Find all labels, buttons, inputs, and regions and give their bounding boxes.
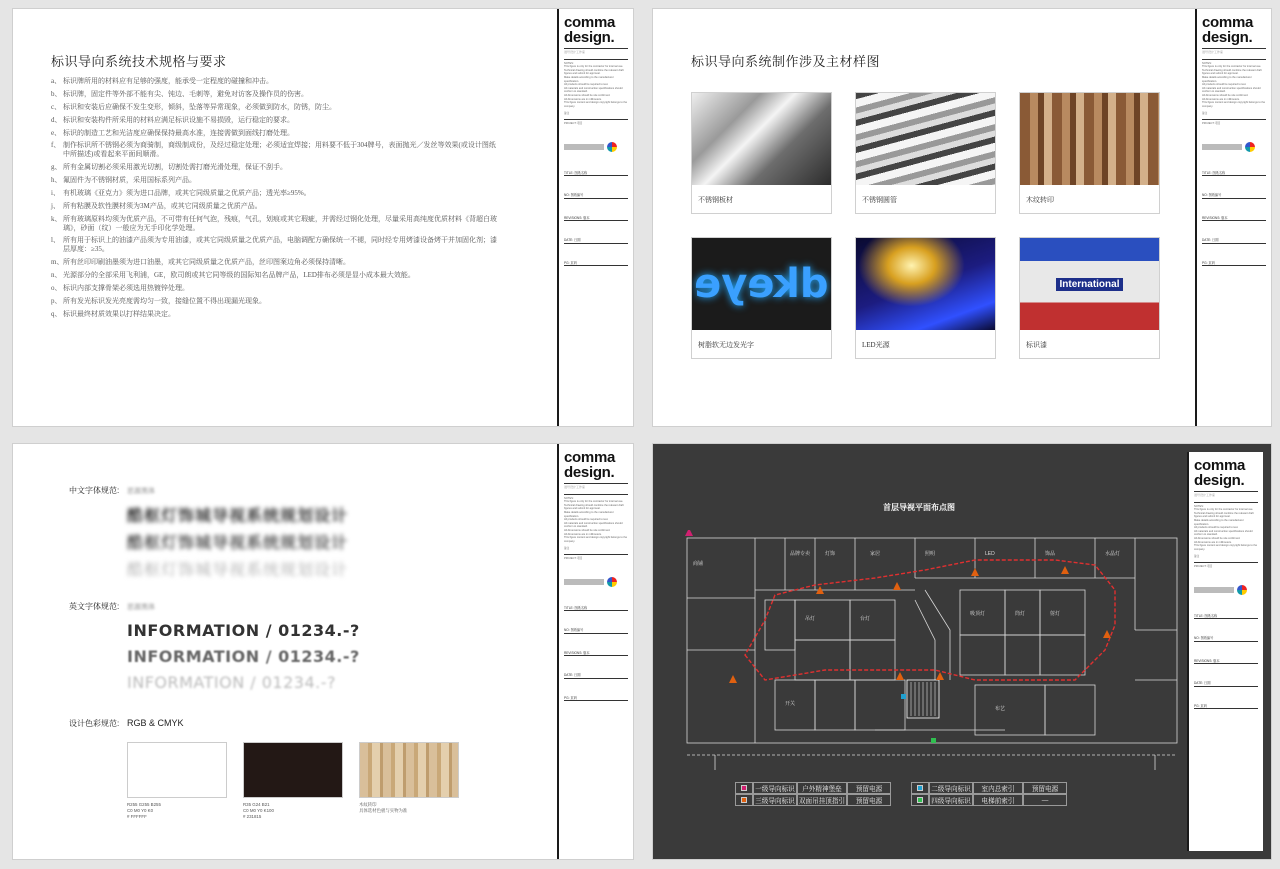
brand-logo: comma design. bbox=[564, 449, 616, 481]
notes-block: NOTES: This figure is only for the contractor for internal use. Technical drawing should combine the relevant draft figures and submit for approval. Make details according to the manufacturer specification. All products should be required to test. All materials and construction specifications should conform to standard. All dimensions should be site confirmed. All dimensions are in millimeters. This figure content and design copyright belongs to the company. 备注 bbox=[564, 59, 628, 116]
svg-text:开关: 开关 bbox=[785, 701, 796, 707]
brand-logo: comma design. bbox=[564, 14, 616, 46]
svg-text:布艺: 布艺 bbox=[995, 706, 1006, 712]
swatch-label: R35 G24 B21 C0 M0 Y0 K100 # 231815 bbox=[243, 802, 274, 819]
brand-subtitle: 逗号设计工作室 bbox=[564, 48, 628, 55]
svg-text:射灯: 射灯 bbox=[1050, 611, 1061, 617]
legend-marker-icon bbox=[917, 797, 923, 803]
list-item: c、 标识和安装后应确保不发生变形，倾斜，坠落等异常现象，必须做到防水，防锈，防尘。 bbox=[51, 102, 336, 111]
list-item: q、 标识最终材质效果以打样结果决定。 bbox=[51, 309, 175, 318]
typography-page bbox=[12, 443, 634, 860]
cn-sample-light: 酷枢灯饰城导视系统规划设计 bbox=[127, 562, 349, 579]
cn-font-name: 思源黑体 bbox=[127, 488, 155, 495]
spec-list bbox=[51, 77, 499, 323]
svg-text:吸顶灯: 吸顶灯 bbox=[970, 611, 986, 617]
svg-text:筒灯: 筒灯 bbox=[1015, 611, 1026, 617]
notes-block: NOTES: This figure is only for the contractor for internal use. Technical drawing should combine the relevant draft figures and submit for approval. Make details according to the manufacturer specification. All products should be required to test. All materials and construction specifications should conform to standard. All dimensions should be site confirmed. All dimensions are in millimeters. This figure content and design copyright belongs to the company. 备注 bbox=[1202, 59, 1266, 116]
client-logo bbox=[564, 140, 628, 154]
materials-page bbox=[652, 8, 1272, 427]
en-sample-bold: INFORMATION / 01234.-? bbox=[127, 621, 360, 640]
list-item: o、 标识内部支撑骨架必须选用热镀锌处理。 bbox=[51, 283, 189, 292]
color-swatch-white bbox=[127, 742, 227, 798]
svg-text:LED: LED bbox=[985, 551, 995, 557]
svg-text:家居: 家居 bbox=[870, 551, 881, 557]
notes-block: NOTES: This figure is only for the contractor for internal use. Technical drawing should combine the relevant draft figures and submit for approval. Make details according to the manufacturer specification. All products should be required to test. All materials and construction specifications should conform to standard. All dimensions should be site confirmed. All dimensions are in millimeters. This figure content and design copyright belongs to the company. 备注 bbox=[564, 494, 628, 551]
list-item: h、 氟固件为不锈钢材质，采用国标系列产品。 bbox=[51, 176, 196, 185]
cn-font-label: 中文字体规范: bbox=[69, 486, 120, 495]
legend-marker-icon bbox=[741, 785, 747, 791]
list-item: a、 标识牌所用的材料应有足够的强度，能承受一定程度的碰撞和冲击。 bbox=[51, 77, 273, 85]
material-card: LED光源 bbox=[855, 237, 996, 359]
list-item: k、 所有玻璃原料均须为优质产品，不可带有任何气泡，残痕，气孔，划痕或其它瑕疵，并需经过钢化处理，尽量采用高纯度优质材料《背超白玻璃》，砂面（纹）一般应为无手印化学处理。 bbox=[51, 214, 497, 232]
title-block: comma design. 逗号设计工作室 NOTES: This figure is only for the contractor for internal use. Technical drawing should combine the relevant draft figures and submit for approval. Make details according to the manufacturer specification. All products should be required to test. All materials and construction specifications should conform to standard. All dimensions should be site confirmed. All dimensions are in millimeters. This figure content and design copyright belongs to the company. 备注 PROJECT: 项目 TITLE: 图纸名称 NO: 图纸编号 REVISIONS: 版本 DATE: 日期 PG: 页码 bbox=[557, 9, 633, 426]
floor-plan bbox=[675, 530, 1195, 780]
color-swatch-dark bbox=[243, 742, 343, 798]
plan-labels bbox=[693, 550, 1120, 712]
list-item: f、 制作标识所不锈钢必须为商骑制，商级制成份，及经过稳定处理；必须适宜焊接；用料要不低于304牌号，表面抛光／发丝等效果(或设计图纸中所描述)或看起来平面间顺滑。 bbox=[51, 141, 496, 159]
list-item: j、 所有粘膜及软性膜材须为3M产品，或其它同级质量之优质产品。 bbox=[51, 201, 262, 210]
title-block: comma design. 逗号设计工作室 NOTES: This figure is only for the contractor for internal use. Technical drawing should combine the relevant draft figures and submit for approval. Make details according to the manufacturer specification. All products should be required to test. All materials and construction specifications should conform to standard. All dimensions should be site confirmed. All dimensions are in millimeters. This figure content and design copyright belongs to the company. 备注 PROJECT: 项目 TITLE: 图纸名称 NO: 图纸编号 REVISIONS: 版本 DATE: 日期 PG: 页码 bbox=[1195, 9, 1271, 426]
title-block: comma design. 逗号设计工作室 NOTES: This figure is only for the contractor for internal use. Technical drawing should combine the relevant draft figures and submit for approval. Make details according to the manufacturer specification. All products should be required to test. All materials and construction specifications should conform to standard. All dimensions should be site confirmed. All dimensions are in millimeters. This figure content and design copyright belongs to the company. 备注 PROJECT: 项目 TITLE: 图纸名称 NO: 图纸编号 REVISIONS: 版本 DATE: 日期 PG: 页码 bbox=[557, 444, 633, 859]
svg-text:水晶灯: 水晶灯 bbox=[1105, 551, 1121, 557]
legend-marker-icon bbox=[741, 797, 747, 803]
material-card: 不锈钢圆管 bbox=[855, 92, 996, 214]
list-item: n、 光源部分的全部采用飞利浦，GE，欧司朗或其它同等级的国际知名品牌产品，LED排布必须是显小成本最大效能。 bbox=[51, 270, 415, 279]
notes-block: NOTES: This figure is only for the contractor for internal use. Technical drawing should combine the relevant draft figures and submit for approval. Make details according to the manufacturer specification. All products should be required to test. All materials and construction specifications should conform to standard. All dimensions should be site confirmed. All dimensions are in millimeters. This figure content and design copyright belongs to the company. 备注 bbox=[1194, 502, 1258, 559]
svg-text:饰品: 饰品 bbox=[1045, 551, 1056, 557]
material-card: International 标识漆 bbox=[1019, 237, 1160, 359]
list-item: m、 所有丝印印刷油墨须为进口油墨，或其它同级质量之优质产品，丝印图案边角必须保持清晰。 bbox=[51, 258, 350, 267]
en-font-label: 英文字体规范: bbox=[69, 602, 120, 611]
signage-markers bbox=[685, 530, 1111, 743]
stainless-sheet-photo bbox=[692, 93, 831, 185]
paint-can-photo: International bbox=[1020, 238, 1159, 330]
svg-text:商铺: 商铺 bbox=[693, 561, 704, 567]
list-item: g、 所有金属切割必须采用激光切割，切割处需打磨光滑处理，保证不刮手。 bbox=[51, 163, 287, 172]
plan-legend bbox=[735, 782, 1115, 806]
spec-page bbox=[12, 8, 634, 427]
material-card: 木纹转印 bbox=[1019, 92, 1160, 214]
color-swatch-wood bbox=[359, 742, 459, 798]
client-logo bbox=[1202, 140, 1266, 154]
swatch-label: 木纹转印 具体选材色板与实物为准 bbox=[359, 802, 408, 813]
svg-text:灯饰: 灯饰 bbox=[825, 551, 836, 557]
material-card: 不锈钢板材 bbox=[691, 92, 832, 214]
svg-text:照明: 照明 bbox=[925, 551, 936, 557]
led-letters-photo: dkeye bbox=[692, 238, 831, 330]
title-block: comma design. 逗号设计工作室 NOTES: This figure is only for the contractor for internal use. Technical drawing should combine the relevant draft figures and submit for approval. Make details according to the manufacturer specification. All products should be required to test. All materials and construction specifications should conform to standard. All dimensions should be site confirmed. All dimensions are in millimeters. This figure content and design copyright belongs to the company. 备注 PROJECT: 项目 TITLE: 图纸名称 NO: 图纸编号 REVISIONS: 版本 DATE: 日期 PG: 页码 bbox=[1187, 452, 1263, 851]
cn-sample-bold: 酷枢灯饰城导视系统规划设计 bbox=[127, 508, 349, 525]
client-logo bbox=[1194, 583, 1258, 597]
floorplan-page bbox=[652, 443, 1272, 860]
en-font-name: 思源黑体 bbox=[127, 604, 155, 611]
legend-marker-icon bbox=[917, 785, 923, 791]
en-sample-regular: INFORMATION / 01234.-? bbox=[127, 647, 360, 666]
svg-text:吊灯: 吊灯 bbox=[805, 616, 816, 622]
cn-sample-regular: 酷枢灯饰城导视系统规划设计 bbox=[127, 535, 349, 552]
brand-logo: comma design. bbox=[1202, 14, 1254, 46]
page-title: 标识导向系统技术规格与要求 bbox=[51, 54, 227, 69]
legend-row: 三级导向标识 双面吊挂顶指引 预留电源 四级导向标识 电梯前索引 — bbox=[735, 794, 1115, 806]
led-strip-photo bbox=[856, 238, 995, 330]
list-item: d、 标识和安装构件所采用的材料应满足标识设施不易损毁，运行稳定的要求。 bbox=[51, 115, 294, 124]
svg-text:台灯: 台灯 bbox=[860, 616, 871, 622]
svg-text:品牌专卖: 品牌专卖 bbox=[790, 551, 811, 557]
client-logo bbox=[564, 575, 628, 589]
list-item: i、 有机玻璃《亚克力》须为进口品牌，或其它同级质量之优质产品；透光率≥95%。 bbox=[51, 188, 311, 197]
swatch-label: R255 G255 B255 C0 M0 Y0 K0 # FFFFFF bbox=[127, 802, 161, 819]
plan-title: 首层导视平面布点图 bbox=[883, 503, 955, 512]
color-value: RGB & CMYK bbox=[127, 718, 184, 728]
stainless-tube-photo bbox=[856, 93, 995, 185]
color-label: 设计色彩规范: bbox=[69, 719, 120, 728]
list-item: b、 标识牌，固定件等外部不能有尖、钝边、毛刺等，避免对访客及操作员的伤害。 bbox=[51, 89, 308, 98]
list-item: e、 标识的制造工艺和光洁度应确保保持最高水准，连接需做到面线打磨处理。 bbox=[51, 128, 294, 137]
legend-row: 一级导向标识 户外精神堡垒 预留电源 二级导向标识 室内总索引 预留电源 bbox=[735, 782, 1115, 794]
en-sample-light: INFORMATION / 01234.-? bbox=[127, 673, 336, 692]
list-item: l、 所有用于标识上的油漆产品须为专用油漆，或其它同级质量之优质产品，电脑调配方确保统一不褪，同时经专用烤漆设备烤干并加固化剂；漆层厚度：≥35。 bbox=[51, 236, 497, 254]
page-title: 标识导向系统制作涉及主材样图 bbox=[691, 54, 881, 69]
brand-logo: comma design. bbox=[1194, 457, 1246, 489]
material-card: dkeye 树脂软无边发光字 bbox=[691, 237, 832, 359]
woodgrain-photo bbox=[1020, 93, 1159, 185]
list-item: p、 所有发光标识发光亮度需均匀一致，接缝位置不得出现漏光现象。 bbox=[51, 296, 266, 305]
